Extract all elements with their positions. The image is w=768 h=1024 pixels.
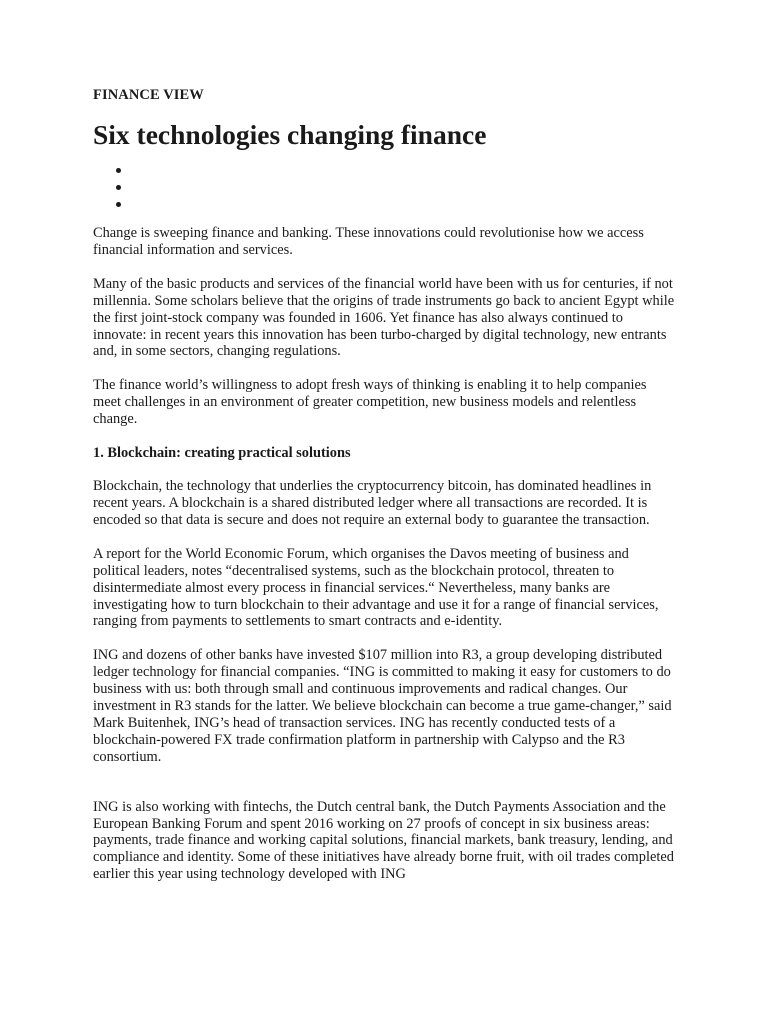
willingness-paragraph: The finance world’s willingness to adopt fresh ways of thinking is enabling it to help companies meet challenges in an environment of greater competition, new business models and relentless change. <box>93 377 647 428</box>
history-paragraph: Many of the basic products and services of the financial world have been with us for centuries, if not millennia. Some scholars believe that the origins of trade instruments go back to ancient Egypt while the first joint-stock company was founded in 1606. Yet finance has also always continued to innovate: in recent years this innovation has been turbo-charged by digital technology, new entrants and, in some sectors, changing regulations. <box>93 275 675 360</box>
article <box>93 86 678 900</box>
list-item <box>93 179 678 196</box>
section-heading-blockchain: 1. Blockchain: creating practical solutions <box>93 445 351 462</box>
r3-paragraph: ING and dozens of other banks have invested $107 million into R3, a group developing distributed ledger technology for financial companies. “ING is committed to making it easy for customers to do business with us: both through small and continuous improvements and radical changes. Our investment in R3 stands for the latter. We believe blockchain can become a true game-changer,” said Mark Buitenhek, ING’s head of transaction services. ING has recently conducted tests of a blockchain-powered FX trade confirmation platform in partnership with Calypso and the R3 consortium. <box>93 647 672 765</box>
list-item <box>93 196 678 213</box>
intro-paragraph: Change is sweeping finance and banking. These innovations could revolutionise how we access financial information and services. <box>93 225 644 258</box>
bullet-list <box>93 162 678 213</box>
fintech-paragraph: ING is also working with fintechs, the Dutch central bank, the Dutch Payments Association and the European Banking Forum and spent 2016 working on 27 proofs of concept in six business areas: payments, trade finance and working capital solutions, financial markets, bank treasury, lending, and compliance and identity. Some of these initiatives have already borne fruit, with oil trades completed earlier this year using technology developed with ING <box>93 798 674 883</box>
wef-paragraph: A report for the World Economic Forum, which organises the Davos meeting of business and political leaders, notes “decentralised systems, such as the blockchain protocol, threaten to disintermediate almost every process in financial services.“ Nevertheless, many banks are investigating how to turn blockchain to their advantage and use it for a range of financial services, ranging from payments to settlements to smart contracts and e-identity. <box>93 545 659 630</box>
list-item <box>93 162 678 179</box>
bullet-icon <box>116 168 121 173</box>
article-title: Six technologies changing finance <box>93 119 487 150</box>
article-kicker: FINANCE VIEW <box>93 87 204 103</box>
bullet-icon <box>116 202 121 207</box>
blockchain-paragraph: Blockchain, the technology that underlies the cryptocurrency bitcoin, has dominated headlines in recent years. A blockchain is a shared distributed ledger where all transactions are recorded. It is encoded so that data is secure and does not require an external body to guarantee the transaction. <box>93 478 652 528</box>
bullet-icon <box>116 185 121 190</box>
